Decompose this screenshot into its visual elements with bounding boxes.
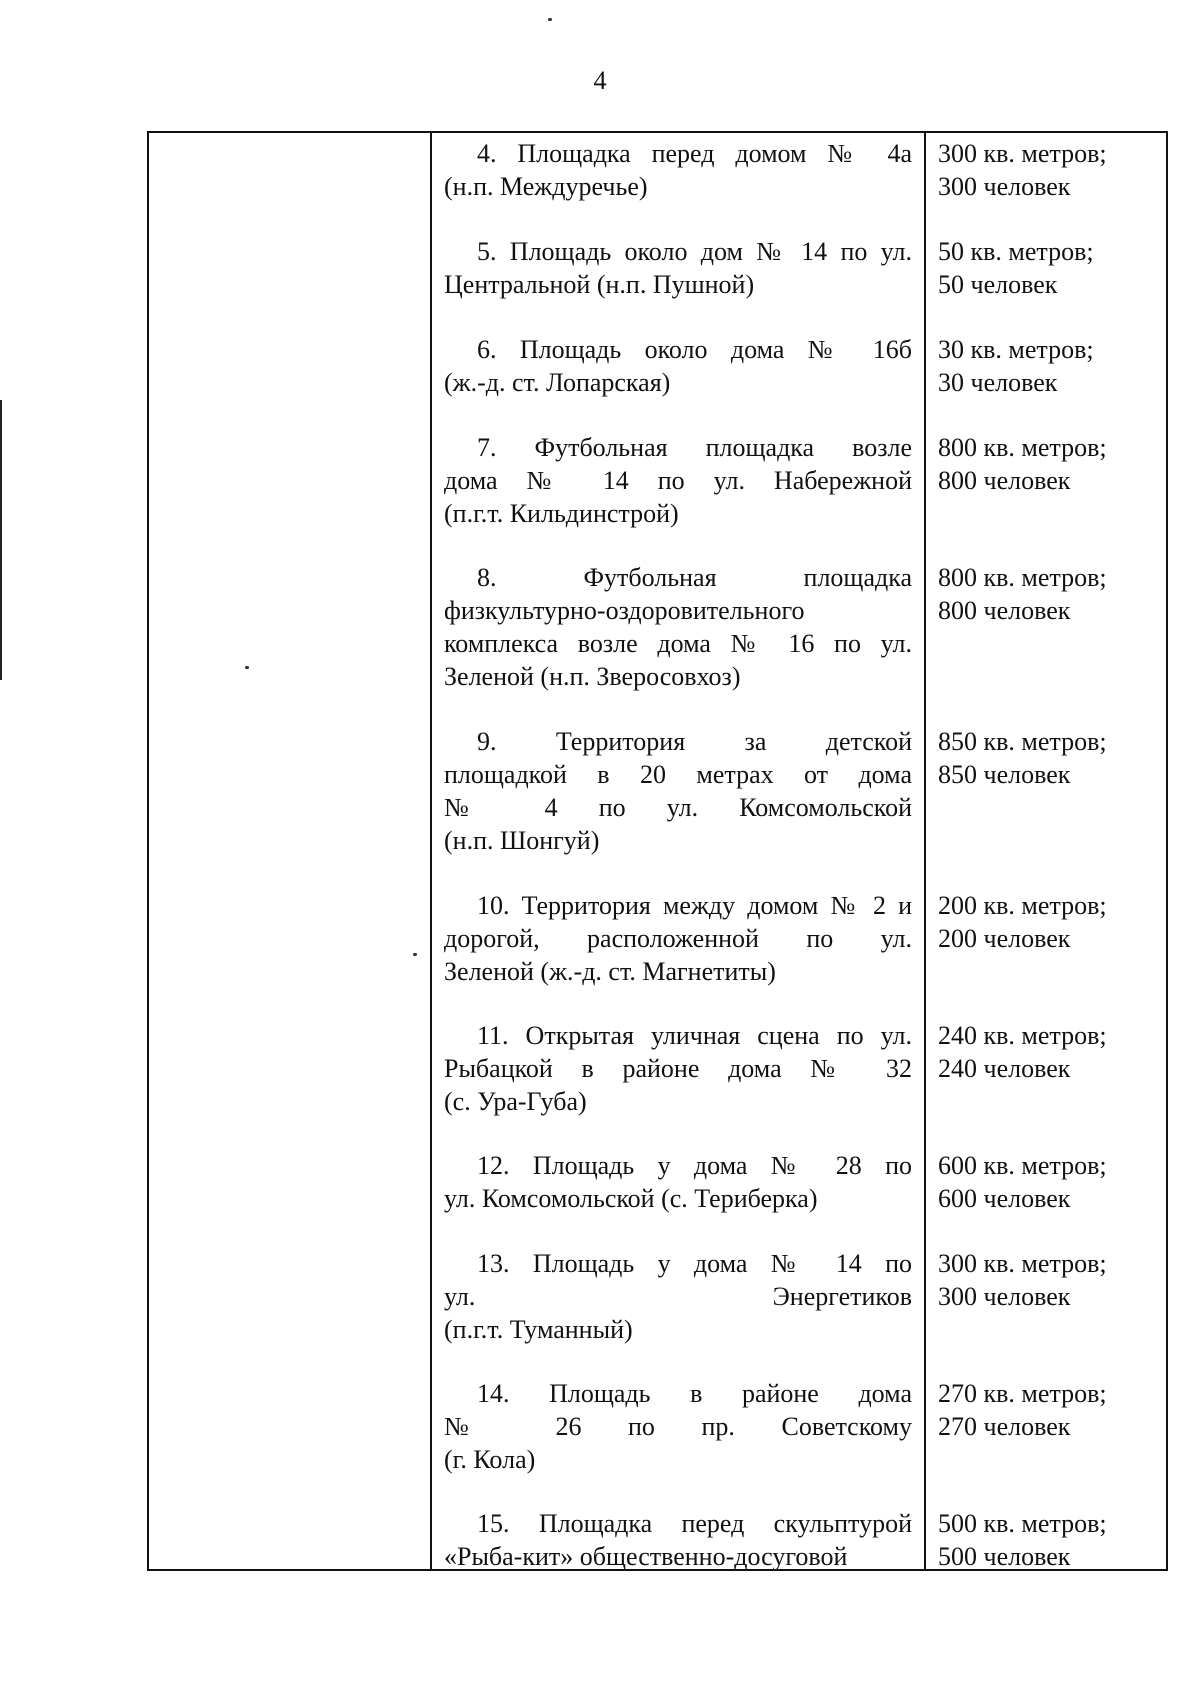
scan-speck (245, 666, 249, 669)
location-text-line: 10. Территория между домом № 2 и (477, 891, 912, 920)
area-value: 300 кв. метров; (938, 139, 1107, 168)
people-value: 600 человек (938, 1184, 1071, 1213)
location-text-line: 5. Площадь около дом № 14 по ул. (477, 237, 912, 266)
location-cell (444, 561, 912, 693)
people-value: 300 человек (938, 172, 1071, 201)
location-text-line: Рыбацкой в районе дома № 32 (444, 1054, 912, 1083)
location-text-line: (с. Ура-Губа) (444, 1087, 587, 1116)
area-value: 800 кв. метров; (938, 563, 1107, 592)
location-cell (444, 333, 912, 399)
location-text-line: (н.п. Междуречье) (444, 172, 648, 201)
scan-edge-mark (0, 400, 2, 680)
location-cell (444, 1507, 912, 1573)
location-text-line: ул. Энергетиков (444, 1282, 912, 1311)
venues-table (147, 131, 1168, 1571)
people-value: 240 человек (938, 1054, 1071, 1083)
capacity-cell (938, 137, 1138, 203)
area-value: 500 кв. метров; (938, 1509, 1107, 1538)
location-cell (444, 235, 912, 301)
capacity-cell (938, 889, 1138, 955)
location-text-line: (ж.-д. ст. Лопарская) (444, 368, 671, 397)
location-text-line: площадкой в 20 метрах от дома (444, 760, 912, 789)
location-text-line: ул. Комсомольской (с. Териберка) (444, 1184, 818, 1213)
scan-speck (548, 18, 552, 21)
people-value: 500 человек (938, 1542, 1071, 1571)
table-column-empty (149, 133, 432, 1569)
location-cell (444, 725, 912, 857)
area-value: 270 кв. метров; (938, 1379, 1107, 1408)
location-text-line: комплекса возле дома № 16 по ул. (444, 629, 912, 658)
scan-speck (413, 953, 417, 956)
location-text-line: Центральной (н.п. Пушной) (444, 270, 755, 299)
table-column-locations (432, 133, 926, 1569)
location-cell (444, 137, 912, 203)
location-text-line: № 26 по пр. Советскому (444, 1412, 912, 1441)
capacity-cell (938, 1247, 1138, 1313)
capacity-cell (938, 561, 1138, 627)
location-text-line: (п.г.т. Туманный) (444, 1315, 633, 1344)
location-text-line: № 4 по ул. Комсомольской (444, 793, 912, 822)
location-text-line: 11. Открытая уличная сцена по ул. (477, 1021, 912, 1050)
people-value: 800 человек (938, 596, 1071, 625)
location-text-line: 13. Площадь у дома № 14 по (477, 1249, 912, 1278)
location-cell (444, 1149, 912, 1215)
area-value: 800 кв. метров; (938, 433, 1107, 462)
location-text-line: 9. Территория за детской (477, 727, 912, 756)
area-value: 30 кв. метров; (938, 335, 1094, 364)
people-value: 50 человек (938, 270, 1058, 299)
location-text-line: 8. Футбольная площадка (477, 563, 912, 592)
area-value: 50 кв. метров; (938, 237, 1094, 266)
capacity-cell (938, 431, 1138, 497)
people-value: 800 человек (938, 466, 1071, 495)
location-text-line: дома № 14 по ул. Набережной (444, 466, 912, 495)
location-cell (444, 889, 912, 988)
capacity-cell (938, 1507, 1138, 1573)
area-value: 850 кв. метров; (938, 727, 1107, 756)
location-cell (444, 1247, 912, 1346)
area-value: 300 кв. метров; (938, 1249, 1107, 1278)
location-cell (444, 1019, 912, 1118)
capacity-cell (938, 1377, 1138, 1443)
people-value: 270 человек (938, 1412, 1071, 1441)
location-text-line: (г. Кола) (444, 1445, 536, 1474)
page-number: 4 (593, 66, 607, 95)
people-value: 30 человек (938, 368, 1058, 397)
location-text-line: 6. Площадь около дома № 16б (477, 335, 912, 364)
table-column-capacity (926, 133, 1166, 1569)
people-value: 850 человек (938, 760, 1071, 789)
location-text-line: Зеленой (н.п. Зверосовхоз) (444, 662, 741, 691)
location-text-line: (п.г.т. Кильдинстрой) (444, 499, 679, 528)
capacity-cell (938, 235, 1138, 301)
location-text-line: дорогой, расположенной по ул. (444, 924, 912, 953)
location-text-line: (н.п. Шонгуй) (444, 826, 600, 855)
location-cell (444, 1377, 912, 1476)
location-text-line: 15. Площадка перед скульптурой (477, 1509, 912, 1538)
capacity-cell (938, 333, 1138, 399)
location-text-line: физкультурно-оздоровительного (444, 596, 805, 625)
capacity-cell (938, 1149, 1138, 1215)
area-value: 200 кв. метров; (938, 891, 1107, 920)
area-value: 240 кв. метров; (938, 1021, 1107, 1050)
people-value: 200 человек (938, 924, 1071, 953)
location-text-line: 14. Площадь в районе дома (477, 1379, 912, 1408)
location-text-line: 4. Площадка перед домом № 4а (477, 139, 912, 168)
location-text-line: «Рыба-кит» общественно-досуговой (444, 1542, 848, 1571)
capacity-cell (938, 725, 1138, 791)
location-text-line: 12. Площадь у дома № 28 по (477, 1151, 912, 1180)
area-value: 600 кв. метров; (938, 1151, 1107, 1180)
location-text-line: Зеленой (ж.-д. ст. Магнетиты) (444, 957, 776, 986)
location-cell (444, 431, 912, 530)
capacity-cell (938, 1019, 1138, 1085)
location-text-line: 7. Футбольная площадка возле (477, 433, 912, 462)
people-value: 300 человек (938, 1282, 1071, 1311)
